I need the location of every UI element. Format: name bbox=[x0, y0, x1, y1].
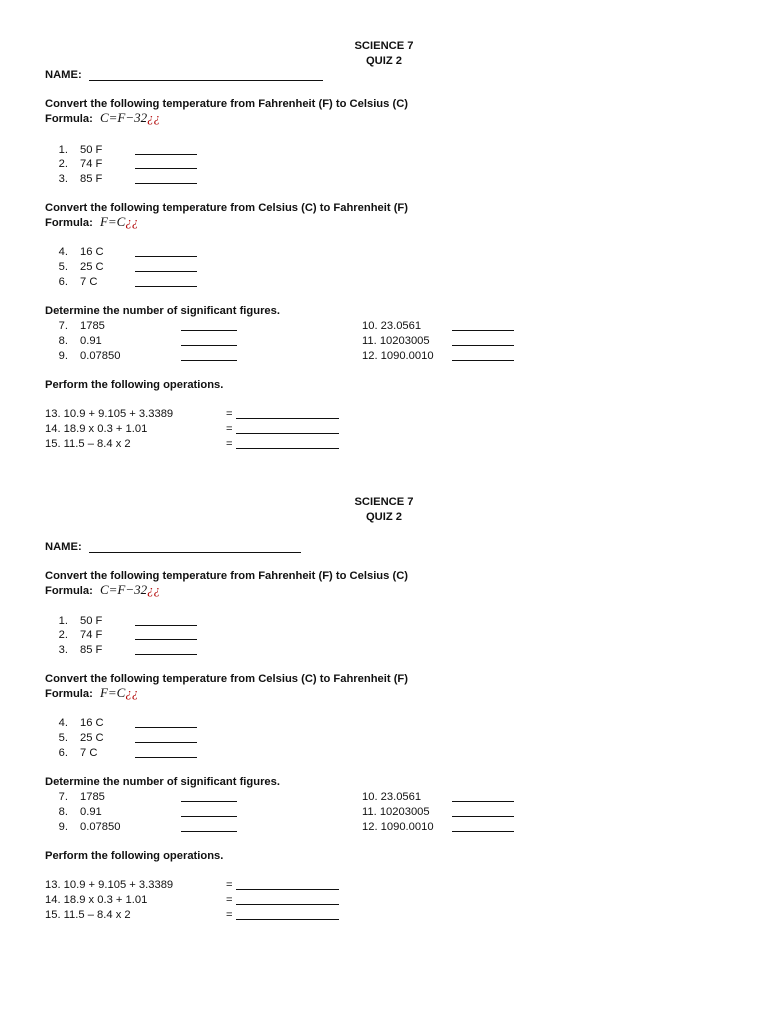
answer-blank[interactable] bbox=[181, 831, 237, 832]
list-item: 12. 1090.0010 bbox=[362, 820, 522, 835]
list-item: 9. 0.07850 bbox=[35, 349, 245, 364]
formula-c-to-f bbox=[45, 215, 138, 231]
list-item: 9. 0.07850 bbox=[35, 820, 245, 835]
answer-blank[interactable] bbox=[452, 816, 514, 817]
answer-blank[interactable] bbox=[181, 345, 237, 346]
operation-row: 13. 10.9 + 9.105 + 3.3389 = bbox=[45, 407, 345, 422]
answer-blank[interactable] bbox=[452, 330, 514, 331]
list-item: 4. 16 C bbox=[35, 245, 235, 260]
quiz-heading: QUIZ 2 bbox=[365, 511, 403, 523]
list-item: 3. 85 F bbox=[35, 172, 235, 187]
list-item: 1. 50 F bbox=[35, 143, 235, 158]
answer-blank[interactable] bbox=[135, 742, 197, 743]
operation-row: 13. 10.9 + 9.105 + 3.3389 = bbox=[45, 878, 345, 893]
formula-f-to-c bbox=[45, 583, 160, 599]
name-label: NAME: bbox=[45, 69, 82, 81]
formula-label: Formula: bbox=[45, 217, 93, 229]
answer-blank[interactable] bbox=[181, 360, 237, 361]
section-c-to-f-title: Convert the following temperature from Celsius (C) to Fahrenheit (F) bbox=[45, 673, 408, 685]
section-c-to-f-title: Convert the following temperature from Celsius (C) to Fahrenheit (F) bbox=[45, 202, 408, 214]
answer-blank[interactable] bbox=[236, 889, 339, 890]
name-blank[interactable] bbox=[89, 552, 301, 553]
formula-math: C=F−32 bbox=[99, 582, 148, 597]
formula-error-glyphs: ¿¿ bbox=[125, 214, 139, 229]
operation-row: 14. 18.9 x 0.3 + 1.01 = bbox=[45, 422, 345, 437]
answer-blank[interactable] bbox=[135, 154, 197, 155]
formula-math: F=C bbox=[99, 685, 126, 700]
section-operations-title: Perform the following operations. bbox=[45, 379, 224, 391]
list-item: 6. 7 C bbox=[35, 275, 235, 290]
answer-blank[interactable] bbox=[135, 654, 197, 655]
answer-blank[interactable] bbox=[135, 271, 197, 272]
list-item: 7. 1785 bbox=[35, 790, 245, 805]
formula-error-glyphs: ¿¿ bbox=[147, 582, 161, 597]
list-item: 7. 1785 bbox=[35, 319, 245, 334]
list-item: 12. 1090.0010 bbox=[362, 349, 522, 364]
formula-math: C=F−32 bbox=[99, 110, 148, 125]
formula-math: F=C bbox=[99, 214, 126, 229]
section-f-to-c-title: Convert the following temperature from Fahrenheit (F) to Celsius (C) bbox=[45, 570, 408, 582]
list-item: 10. 23.0561 bbox=[362, 790, 522, 805]
operation-row: 15. 11.5 – 8.4 x 2 = bbox=[45, 437, 345, 452]
answer-blank[interactable] bbox=[135, 757, 197, 758]
answer-blank[interactable] bbox=[135, 727, 197, 728]
operation-row: 15. 11.5 – 8.4 x 2 = bbox=[45, 908, 345, 923]
answer-blank[interactable] bbox=[181, 816, 237, 817]
operation-row: 14. 18.9 x 0.3 + 1.01 = bbox=[45, 893, 345, 908]
answer-blank[interactable] bbox=[236, 904, 339, 905]
formula-c-to-f bbox=[45, 686, 138, 702]
formula-label: Formula: bbox=[45, 113, 93, 125]
list-item: 5. 25 C bbox=[35, 731, 235, 746]
answer-blank[interactable] bbox=[135, 286, 197, 287]
answer-blank[interactable] bbox=[236, 433, 339, 434]
list-item: 1. 50 F bbox=[35, 614, 235, 629]
list-item: 10. 23.0561 bbox=[362, 319, 522, 334]
quiz-sheet-2 bbox=[0, 495, 768, 965]
answer-blank[interactable] bbox=[135, 168, 197, 169]
list-item: 2. 74 F bbox=[35, 628, 235, 643]
answer-blank[interactable] bbox=[452, 345, 514, 346]
section-sig-figs-title: Determine the number of significant figures. bbox=[45, 305, 280, 317]
section-f-to-c-title: Convert the following temperature from Fahrenheit (F) to Celsius (C) bbox=[45, 98, 408, 110]
answer-blank[interactable] bbox=[236, 418, 339, 419]
quiz-heading: QUIZ 2 bbox=[365, 55, 403, 67]
answer-blank[interactable] bbox=[181, 330, 237, 331]
formula-error-glyphs: ¿¿ bbox=[125, 685, 139, 700]
answer-blank[interactable] bbox=[452, 831, 514, 832]
list-item: 2. 74 F bbox=[35, 157, 235, 172]
answer-blank[interactable] bbox=[452, 801, 514, 802]
section-sig-figs-title: Determine the number of significant figures. bbox=[45, 776, 280, 788]
list-item: 11. 10203005 bbox=[362, 334, 522, 349]
answer-blank[interactable] bbox=[181, 801, 237, 802]
formula-f-to-c bbox=[45, 111, 160, 127]
section-operations-title: Perform the following operations. bbox=[45, 850, 224, 862]
formula-label: Formula: bbox=[45, 688, 93, 700]
formula-label: Formula: bbox=[45, 585, 93, 597]
answer-blank[interactable] bbox=[135, 256, 197, 257]
name-blank[interactable] bbox=[89, 80, 323, 81]
list-item: 8. 0.91 bbox=[35, 334, 245, 349]
list-item: 5. 25 C bbox=[35, 260, 235, 275]
answer-blank[interactable] bbox=[236, 448, 339, 449]
answer-blank[interactable] bbox=[135, 183, 197, 184]
list-item: 8. 0.91 bbox=[35, 805, 245, 820]
answer-blank[interactable] bbox=[135, 639, 197, 640]
subject-heading: SCIENCE 7 bbox=[354, 496, 414, 508]
list-item: 6. 7 C bbox=[35, 746, 235, 761]
answer-blank[interactable] bbox=[135, 625, 197, 626]
quiz-sheet-1 bbox=[0, 39, 768, 509]
answer-blank[interactable] bbox=[236, 919, 339, 920]
subject-heading: SCIENCE 7 bbox=[354, 40, 414, 52]
formula-error-glyphs: ¿¿ bbox=[147, 110, 161, 125]
answer-blank[interactable] bbox=[452, 360, 514, 361]
list-item: 3. 85 F bbox=[35, 643, 235, 658]
name-label: NAME: bbox=[45, 541, 82, 553]
list-item: 11. 10203005 bbox=[362, 805, 522, 820]
list-item: 4. 16 C bbox=[35, 716, 235, 731]
